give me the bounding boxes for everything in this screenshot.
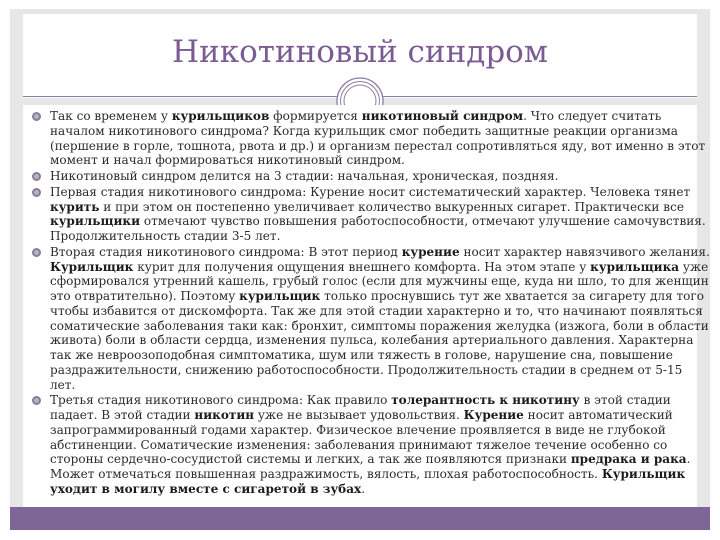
text-segment: Никотиновый синдром делится на 3 стадии: начальная, хроническая, поздняя. <box>50 169 559 183</box>
bold-text: курильщиков <box>171 109 270 123</box>
text-segment: носит автоматический запрограммированный годами характер. Физическое влечение проявляется в виде не глубокой абстиненции. Соматические изменения: заболевания принимают тяжелое течение особенно со стороны сердечно-сосудистой системы и легких, а так же появляются признаки <box>50 408 673 467</box>
text-segment: и при этом он постепенно увеличивает количество выкуренных сигарет. Практически все <box>99 199 684 214</box>
bold-text: никотиновый синдром <box>361 109 524 123</box>
text-segment: в этой стадии падает. В этой стадии <box>50 393 671 422</box>
bold-text: никотин <box>194 408 255 422</box>
text-segment: формируется <box>269 109 362 123</box>
bullet-icon <box>32 248 41 257</box>
bullet-icon <box>32 188 41 197</box>
text-segment: . Что следует считать началом никотинового синдрома? Когда курильщик смог победить защитные реакции организма (першение в горле, тошнота, рвота и др.) и организм перестал сопротивляться яду, вот именно в этот момент и начал формироваться никотиновый синдром. <box>50 109 706 168</box>
slide-title: Никотиновый синдром <box>172 34 548 70</box>
text-segment: Вторая стадия никотинового синдрома: В этот период <box>50 244 402 259</box>
bullet-item <box>28 109 711 168</box>
text-segment: . Может отмечаться повышенная раздражимость, вялость, плохая работоспособность. <box>50 452 691 481</box>
bold-text: предрака и рака <box>570 452 687 467</box>
bullet-icon <box>32 112 41 121</box>
bullet-item <box>28 169 711 184</box>
text-segment: отмечают чувство повышения работоспособности, отмечают улучшение самочувствия. Продолжительность стадии 3-5 лет. <box>50 214 706 243</box>
bold-text: Курильщик <box>50 259 134 274</box>
text-segment: Третья стадия никотинового синдрома: Как правило <box>50 393 392 408</box>
bullet-item <box>28 185 711 244</box>
bullet-icon <box>32 396 41 405</box>
bold-text: толерантность к никотину <box>391 393 580 408</box>
bold-text: курение <box>401 244 460 259</box>
text-segment: уже сформировался утренний кашель, грубый голос (если для мужчины еще, куда ни шло, то для женщин это отвратительно). Поэтому <box>50 259 709 303</box>
text-segment: Первая стадия никотинового синдрома: Курение носит систематический характер. Человека тянет <box>50 184 691 199</box>
bold-text: курить <box>50 199 100 214</box>
bold-text: курильщика <box>590 259 680 274</box>
bold-text: курильщики <box>50 214 141 229</box>
text-segment: только проснувшись тут же хватается за сигарету для того чтобы избавится от дискомфорта. Так же для этой стадии характерно и то, что начинают появляться соматические заболевания таки как: бронхит, симптомы поражения желудка (изжога, боли в области живота) боли в области сердца, изменения пульса, колебания артериального давления. Характерна так же невроозоподобная симптоматика, шум или тяжесть в голове, нарушение сна, повышение раздражительности, снижению работоспособности. Продолжительность стадии в среднем от 5-15 лет. <box>50 289 709 392</box>
bullet-icon <box>32 172 41 181</box>
text-segment: . <box>361 481 366 496</box>
bullet-item <box>28 393 711 496</box>
text-segment: уже не вызывает удовольствия. <box>254 408 464 422</box>
bold-text: Курильщик уходит в могилу вместе с сигаретой в зубах <box>50 467 686 496</box>
bold-text: Курение <box>463 408 524 422</box>
bold-text: курильщик <box>239 289 321 303</box>
text-segment: Так со временем у <box>50 109 172 123</box>
text-segment: курит для получения ощущения внешнего комфорта. На этом этапе у <box>133 259 591 274</box>
bottom-bar <box>10 507 710 530</box>
text-segment: носит характер навязчивого желания. <box>459 244 710 259</box>
bullet-list <box>28 109 711 498</box>
bullet-item <box>28 245 711 393</box>
